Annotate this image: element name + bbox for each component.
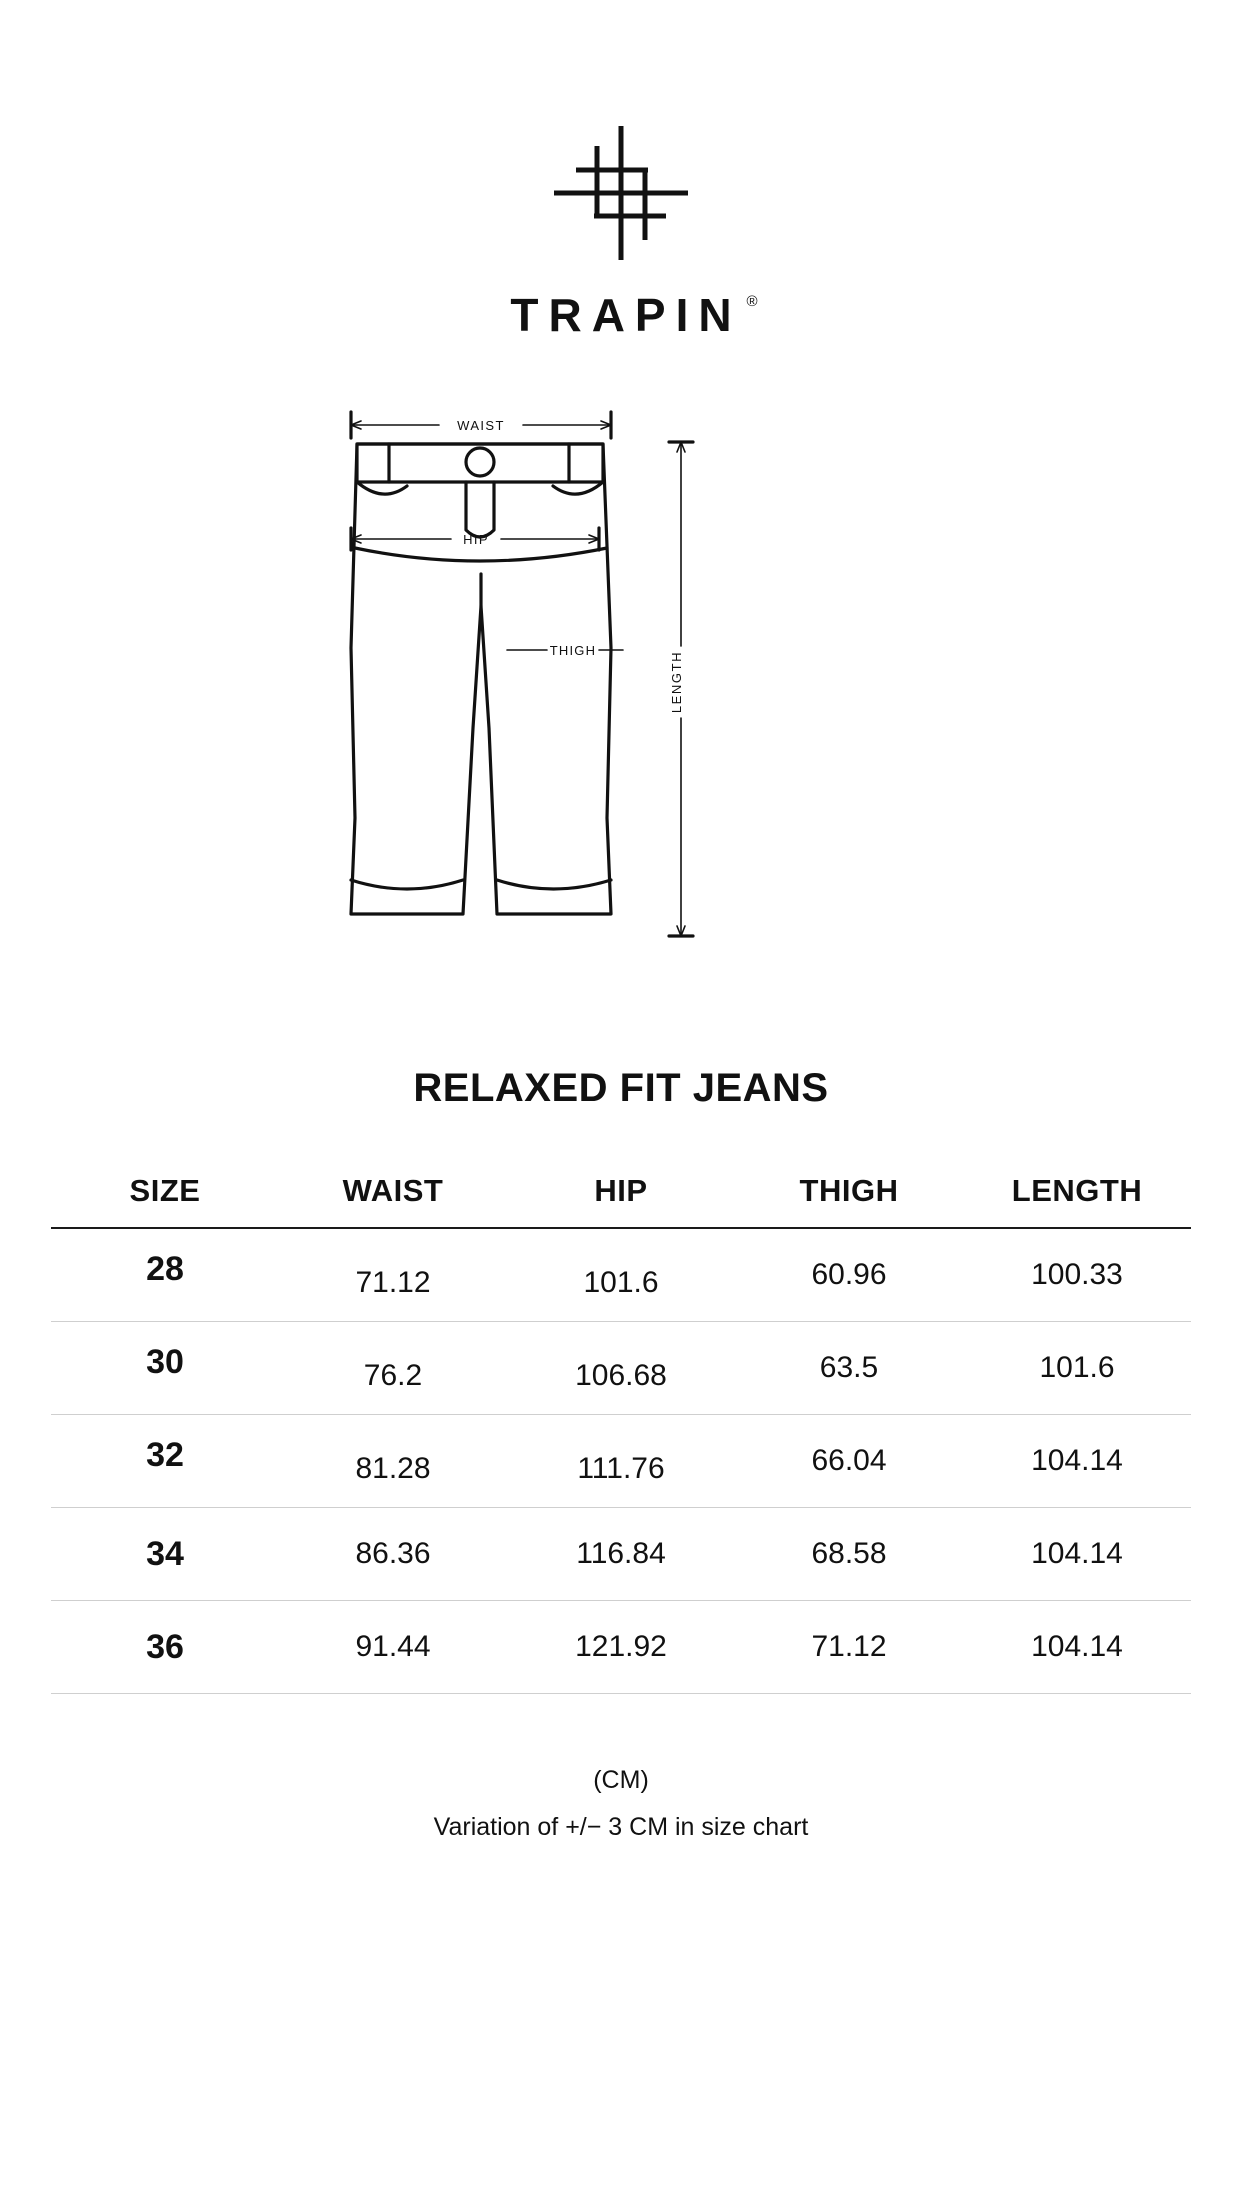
table-row <box>51 1322 1191 1415</box>
cell-hip: 121.92 <box>507 1601 735 1694</box>
label-length: LENGTH <box>669 650 684 714</box>
cell-size: 28 <box>51 1222 279 1316</box>
cell-waist: 81.28 <box>279 1423 507 1516</box>
cell-thigh: 68.58 <box>735 1508 963 1601</box>
cell-length: 104.14 <box>963 1415 1191 1508</box>
label-hip: HIP <box>463 532 489 547</box>
label-waist: WAIST <box>457 418 505 433</box>
size-table-wrapper <box>51 1173 1191 1694</box>
cell-waist: 91.44 <box>279 1601 507 1694</box>
jeans-diagram <box>311 398 931 978</box>
footnotes <box>434 1766 809 1842</box>
brand-block <box>500 118 758 341</box>
cell-length: 104.14 <box>963 1601 1191 1694</box>
brand-name <box>500 289 758 341</box>
cell-size: 30 <box>51 1316 279 1409</box>
table-header-row <box>51 1173 1191 1228</box>
cell-size: 34 <box>51 1508 279 1601</box>
trapin-cross-logo-icon <box>536 118 706 268</box>
cell-hip: 116.84 <box>507 1508 735 1601</box>
label-thigh: THIGH <box>549 643 597 658</box>
cell-thigh: 66.04 <box>735 1415 963 1508</box>
column-header-waist: WAIST <box>279 1173 507 1228</box>
column-header-hip: HIP <box>507 1173 735 1228</box>
cell-length: 100.33 <box>963 1228 1191 1322</box>
size-table <box>51 1173 1191 1694</box>
cell-length: 101.6 <box>963 1322 1191 1415</box>
cell-size: 36 <box>51 1601 279 1694</box>
cell-hip: 106.68 <box>507 1330 735 1423</box>
cell-waist: 86.36 <box>279 1508 507 1601</box>
unit-note: (CM) <box>593 1766 649 1794</box>
cell-thigh: 60.96 <box>735 1228 963 1322</box>
cell-waist: 76.2 <box>279 1330 507 1423</box>
cell-thigh: 71.12 <box>735 1601 963 1694</box>
cell-size: 32 <box>51 1409 279 1502</box>
table-row <box>51 1415 1191 1508</box>
cell-thigh: 63.5 <box>735 1322 963 1415</box>
cell-length: 104.14 <box>963 1508 1191 1601</box>
registered-mark: ® <box>746 293 758 310</box>
cell-waist: 71.12 <box>279 1236 507 1330</box>
cell-hip: 101.6 <box>507 1236 735 1330</box>
brand-name-text: TRAPIN <box>510 289 742 341</box>
column-header-length: LENGTH <box>963 1173 1191 1228</box>
table-row <box>51 1601 1191 1694</box>
cell-hip: 111.76 <box>507 1423 735 1516</box>
variation-note: Variation of +/− 3 CM in size chart <box>433 1813 809 1841</box>
page-title: RELAXED FIT JEANS <box>413 1066 829 1110</box>
column-header-thigh: THIGH <box>735 1173 963 1228</box>
table-row <box>51 1228 1191 1322</box>
column-header-size: SIZE <box>51 1173 279 1228</box>
table-row <box>51 1508 1191 1601</box>
